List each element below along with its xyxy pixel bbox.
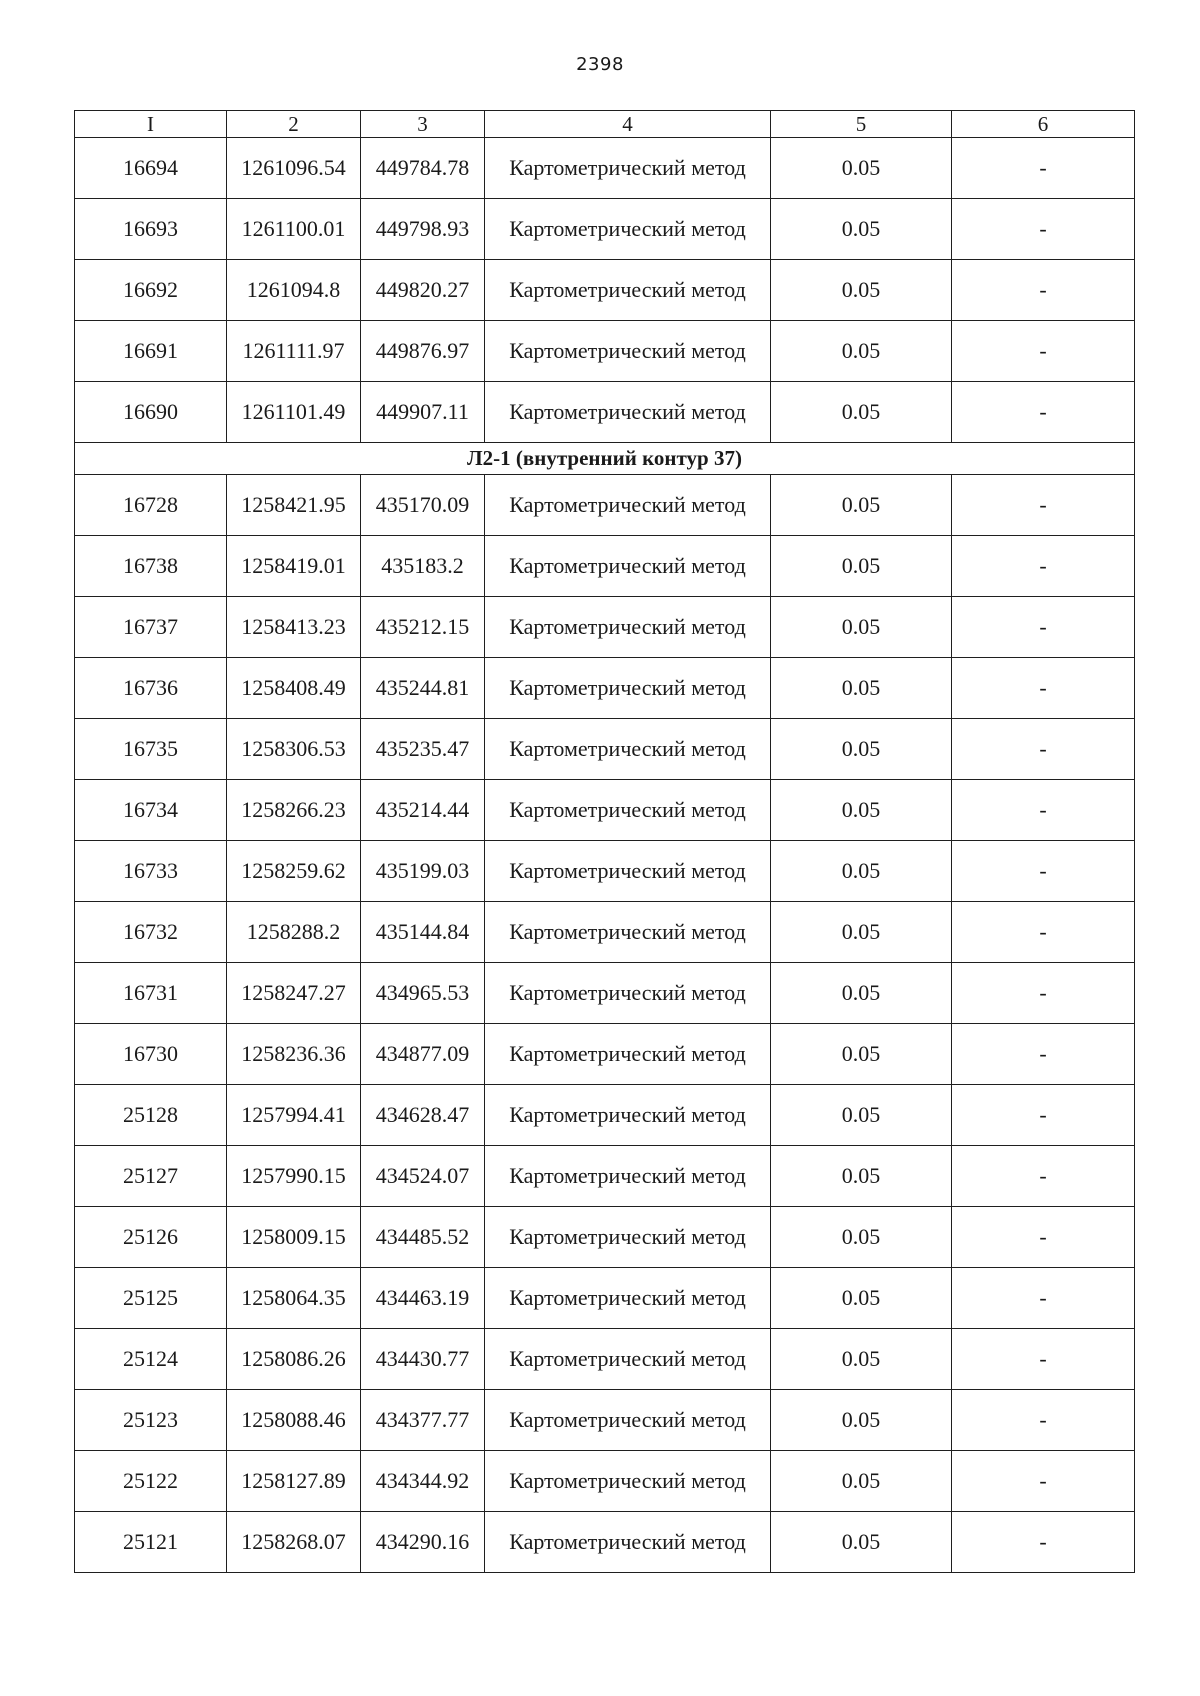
precision-cell: 0.05 <box>771 719 952 780</box>
note-cell: - <box>952 1024 1135 1085</box>
method-cell: Картометрический метод <box>485 1146 771 1207</box>
table-row <box>75 963 1135 1024</box>
header-col-4: 4 <box>485 111 771 138</box>
y-coordinate-cell: 434877.09 <box>361 1024 485 1085</box>
table-row <box>75 199 1135 260</box>
point-id-cell: 16731 <box>75 963 227 1024</box>
method-cell: Картометрический метод <box>485 597 771 658</box>
section-row <box>75 443 1135 475</box>
method-cell: Картометрический метод <box>485 658 771 719</box>
x-coordinate-cell: 1261101.49 <box>227 382 361 443</box>
precision-cell: 0.05 <box>771 963 952 1024</box>
y-coordinate-cell: 434965.53 <box>361 963 485 1024</box>
x-coordinate-cell: 1258009.15 <box>227 1207 361 1268</box>
section-title: Л2-1 (внутренний контур 37) <box>75 443 1135 475</box>
method-cell: Картометрический метод <box>485 1085 771 1146</box>
table-row <box>75 597 1135 658</box>
method-cell: Картометрический метод <box>485 260 771 321</box>
note-cell: - <box>952 1085 1135 1146</box>
x-coordinate-cell: 1258247.27 <box>227 963 361 1024</box>
point-id-cell: 16691 <box>75 321 227 382</box>
y-coordinate-cell: 435170.09 <box>361 475 485 536</box>
method-cell: Картометрический метод <box>485 1512 771 1573</box>
method-cell: Картометрический метод <box>485 475 771 536</box>
x-coordinate-cell: 1258408.49 <box>227 658 361 719</box>
precision-cell: 0.05 <box>771 1390 952 1451</box>
point-id-cell: 16735 <box>75 719 227 780</box>
method-cell: Картометрический метод <box>485 1451 771 1512</box>
table-row <box>75 1390 1135 1451</box>
method-cell: Картометрический метод <box>485 841 771 902</box>
x-coordinate-cell: 1258268.07 <box>227 1512 361 1573</box>
y-coordinate-cell: 449798.93 <box>361 199 485 260</box>
header-col-2: 2 <box>227 111 361 138</box>
x-coordinate-cell: 1258288.2 <box>227 902 361 963</box>
header-col-5: 5 <box>771 111 952 138</box>
precision-cell: 0.05 <box>771 1085 952 1146</box>
y-coordinate-cell: 434524.07 <box>361 1146 485 1207</box>
table-row <box>75 1512 1135 1573</box>
y-coordinate-cell: 435244.81 <box>361 658 485 719</box>
point-id-cell: 16736 <box>75 658 227 719</box>
point-id-cell: 25126 <box>75 1207 227 1268</box>
header-row <box>75 111 1135 138</box>
x-coordinate-cell: 1258266.23 <box>227 780 361 841</box>
y-coordinate-cell: 434430.77 <box>361 1329 485 1390</box>
method-cell: Картометрический метод <box>485 780 771 841</box>
method-cell: Картометрический метод <box>485 719 771 780</box>
table-row <box>75 1207 1135 1268</box>
table-row <box>75 1329 1135 1390</box>
note-cell: - <box>952 1451 1135 1512</box>
precision-cell: 0.05 <box>771 1146 952 1207</box>
x-coordinate-cell: 1258086.26 <box>227 1329 361 1390</box>
table-row <box>75 536 1135 597</box>
table-row <box>75 1146 1135 1207</box>
header-col-6: 6 <box>952 111 1135 138</box>
y-coordinate-cell: 449907.11 <box>361 382 485 443</box>
x-coordinate-cell: 1258413.23 <box>227 597 361 658</box>
table-row <box>75 321 1135 382</box>
table-row <box>75 841 1135 902</box>
table-row <box>75 382 1135 443</box>
table-row <box>75 902 1135 963</box>
x-coordinate-cell: 1258064.35 <box>227 1268 361 1329</box>
note-cell: - <box>952 780 1135 841</box>
y-coordinate-cell: 449876.97 <box>361 321 485 382</box>
table-row <box>75 719 1135 780</box>
method-cell: Картометрический метод <box>485 1024 771 1085</box>
point-id-cell: 16733 <box>75 841 227 902</box>
precision-cell: 0.05 <box>771 902 952 963</box>
note-cell: - <box>952 382 1135 443</box>
y-coordinate-cell: 449784.78 <box>361 138 485 199</box>
y-coordinate-cell: 434290.16 <box>361 1512 485 1573</box>
method-cell: Картометрический метод <box>485 1390 771 1451</box>
x-coordinate-cell: 1258088.46 <box>227 1390 361 1451</box>
point-id-cell: 16738 <box>75 536 227 597</box>
note-cell: - <box>952 321 1135 382</box>
table-row <box>75 138 1135 199</box>
y-coordinate-cell: 434344.92 <box>361 1451 485 1512</box>
point-id-cell: 25127 <box>75 1146 227 1207</box>
point-id-cell: 16694 <box>75 138 227 199</box>
precision-cell: 0.05 <box>771 1024 952 1085</box>
method-cell: Картометрический метод <box>485 1329 771 1390</box>
precision-cell: 0.05 <box>771 321 952 382</box>
method-cell: Картометрический метод <box>485 902 771 963</box>
precision-cell: 0.05 <box>771 1268 952 1329</box>
point-id-cell: 16692 <box>75 260 227 321</box>
point-id-cell: 25122 <box>75 1451 227 1512</box>
table-row <box>75 1024 1135 1085</box>
point-id-cell: 25128 <box>75 1085 227 1146</box>
point-id-cell: 25123 <box>75 1390 227 1451</box>
x-coordinate-cell: 1258421.95 <box>227 475 361 536</box>
note-cell: - <box>952 475 1135 536</box>
note-cell: - <box>952 597 1135 658</box>
table-body <box>75 138 1135 1573</box>
x-coordinate-cell: 1261096.54 <box>227 138 361 199</box>
header-col-1: I <box>75 111 227 138</box>
x-coordinate-cell: 1261094.8 <box>227 260 361 321</box>
precision-cell: 0.05 <box>771 199 952 260</box>
precision-cell: 0.05 <box>771 780 952 841</box>
method-cell: Картометрический метод <box>485 382 771 443</box>
note-cell: - <box>952 260 1135 321</box>
note-cell: - <box>952 719 1135 780</box>
page-number: 2398 <box>576 54 624 75</box>
precision-cell: 0.05 <box>771 475 952 536</box>
table-row <box>75 1085 1135 1146</box>
point-id-cell: 16734 <box>75 780 227 841</box>
note-cell: - <box>952 963 1135 1024</box>
y-coordinate-cell: 434485.52 <box>361 1207 485 1268</box>
precision-cell: 0.05 <box>771 382 952 443</box>
note-cell: - <box>952 536 1135 597</box>
x-coordinate-cell: 1258127.89 <box>227 1451 361 1512</box>
point-id-cell: 16690 <box>75 382 227 443</box>
header-col-3: 3 <box>361 111 485 138</box>
point-id-cell: 16737 <box>75 597 227 658</box>
precision-cell: 0.05 <box>771 658 952 719</box>
x-coordinate-cell: 1258419.01 <box>227 536 361 597</box>
note-cell: - <box>952 1329 1135 1390</box>
point-id-cell: 16730 <box>75 1024 227 1085</box>
coordinates-table <box>74 110 1135 1573</box>
precision-cell: 0.05 <box>771 138 952 199</box>
method-cell: Картометрический метод <box>485 1268 771 1329</box>
y-coordinate-cell: 435235.47 <box>361 719 485 780</box>
table-header <box>75 111 1135 138</box>
y-coordinate-cell: 434377.77 <box>361 1390 485 1451</box>
precision-cell: 0.05 <box>771 536 952 597</box>
y-coordinate-cell: 449820.27 <box>361 260 485 321</box>
y-coordinate-cell: 434628.47 <box>361 1085 485 1146</box>
table-row <box>75 475 1135 536</box>
note-cell: - <box>952 199 1135 260</box>
note-cell: - <box>952 1207 1135 1268</box>
x-coordinate-cell: 1258236.36 <box>227 1024 361 1085</box>
table-row <box>75 1268 1135 1329</box>
x-coordinate-cell: 1261100.01 <box>227 199 361 260</box>
y-coordinate-cell: 435214.44 <box>361 780 485 841</box>
point-id-cell: 25121 <box>75 1512 227 1573</box>
y-coordinate-cell: 435212.15 <box>361 597 485 658</box>
precision-cell: 0.05 <box>771 1512 952 1573</box>
precision-cell: 0.05 <box>771 597 952 658</box>
x-coordinate-cell: 1258259.62 <box>227 841 361 902</box>
y-coordinate-cell: 434463.19 <box>361 1268 485 1329</box>
table-row <box>75 780 1135 841</box>
point-id-cell: 25124 <box>75 1329 227 1390</box>
y-coordinate-cell: 435144.84 <box>361 902 485 963</box>
precision-cell: 0.05 <box>771 841 952 902</box>
method-cell: Картометрический метод <box>485 321 771 382</box>
precision-cell: 0.05 <box>771 1329 952 1390</box>
table-row <box>75 1451 1135 1512</box>
method-cell: Картометрический метод <box>485 1207 771 1268</box>
note-cell: - <box>952 1146 1135 1207</box>
note-cell: - <box>952 902 1135 963</box>
y-coordinate-cell: 435199.03 <box>361 841 485 902</box>
y-coordinate-cell: 435183.2 <box>361 536 485 597</box>
note-cell: - <box>952 1268 1135 1329</box>
point-id-cell: 16693 <box>75 199 227 260</box>
method-cell: Картометрический метод <box>485 199 771 260</box>
x-coordinate-cell: 1258306.53 <box>227 719 361 780</box>
x-coordinate-cell: 1257994.41 <box>227 1085 361 1146</box>
note-cell: - <box>952 841 1135 902</box>
method-cell: Картометрический метод <box>485 536 771 597</box>
point-id-cell: 25125 <box>75 1268 227 1329</box>
precision-cell: 0.05 <box>771 1451 952 1512</box>
table-row <box>75 260 1135 321</box>
note-cell: - <box>952 658 1135 719</box>
note-cell: - <box>952 1512 1135 1573</box>
point-id-cell: 16732 <box>75 902 227 963</box>
precision-cell: 0.05 <box>771 260 952 321</box>
note-cell: - <box>952 138 1135 199</box>
x-coordinate-cell: 1257990.15 <box>227 1146 361 1207</box>
method-cell: Картометрический метод <box>485 963 771 1024</box>
point-id-cell: 16728 <box>75 475 227 536</box>
precision-cell: 0.05 <box>771 1207 952 1268</box>
table-row <box>75 658 1135 719</box>
method-cell: Картометрический метод <box>485 138 771 199</box>
note-cell: - <box>952 1390 1135 1451</box>
x-coordinate-cell: 1261111.97 <box>227 321 361 382</box>
